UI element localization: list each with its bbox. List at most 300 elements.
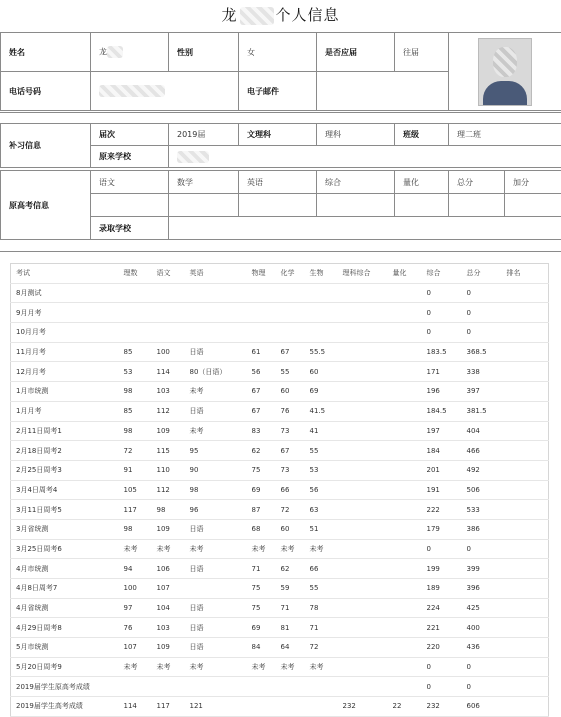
score-cell — [502, 342, 549, 362]
col-total: 总分 — [462, 264, 502, 284]
score-cell: 222 — [422, 500, 462, 520]
col-physics: 物理 — [247, 264, 276, 284]
score-cell: 83 — [247, 421, 276, 441]
score-cell: 196 — [422, 382, 462, 402]
subject-math: 数学 — [169, 171, 239, 194]
track-label: 文理科 — [239, 124, 317, 146]
redacted-phone-mask — [99, 85, 165, 97]
col-math: 理数 — [119, 264, 152, 284]
score-cell — [388, 382, 422, 402]
score-cell: 55.5 — [305, 342, 338, 362]
retake-info-table — [0, 123, 561, 168]
score-cell — [449, 194, 505, 217]
redacted-name-mask — [107, 46, 123, 58]
score-cell — [388, 598, 422, 618]
score-cell — [152, 677, 185, 697]
score-cell: 224 — [422, 598, 462, 618]
table-row — [11, 441, 549, 461]
score-cell — [305, 303, 338, 323]
col-rank: 排名 — [502, 264, 549, 284]
score-cell: 67 — [276, 441, 305, 461]
score-cell — [388, 519, 422, 539]
score-cell: 381.5 — [462, 401, 502, 421]
score-cell: 71 — [276, 598, 305, 618]
table-row — [11, 401, 549, 421]
score-cell — [338, 618, 388, 638]
table-row — [11, 657, 549, 677]
score-cell — [502, 362, 549, 382]
score-cell — [388, 460, 422, 480]
score-cell: 189 — [422, 579, 462, 599]
track-value: 理科 — [317, 124, 395, 146]
score-cell — [119, 677, 152, 697]
score-cell: 386 — [462, 519, 502, 539]
score-cell — [502, 480, 549, 500]
score-cell: 191 — [422, 480, 462, 500]
score-cell — [305, 677, 338, 697]
table-row — [11, 283, 549, 303]
score-cell: 73 — [276, 421, 305, 441]
score-cell: 533 — [462, 500, 502, 520]
score-cell: 107 — [152, 579, 185, 599]
score-cell: 53 — [305, 460, 338, 480]
score-cell: 未考 — [119, 657, 152, 677]
score-cell: 66 — [276, 480, 305, 500]
score-cell: 0 — [462, 657, 502, 677]
score-cell — [338, 362, 388, 382]
score-cell — [338, 598, 388, 618]
score-cell: 91 — [119, 460, 152, 480]
score-cell: 506 — [462, 480, 502, 500]
table-row — [11, 460, 549, 480]
score-cell — [305, 323, 338, 343]
score-cell: 56 — [305, 480, 338, 500]
score-cell: 404 — [462, 421, 502, 441]
col-chemistry: 化学 — [276, 264, 305, 284]
subject-total: 总分 — [449, 171, 505, 194]
score-cell — [388, 480, 422, 500]
score-cell: 197 — [422, 421, 462, 441]
score-cell: 66 — [305, 559, 338, 579]
score-cell: 69 — [305, 382, 338, 402]
score-cell: 396 — [462, 579, 502, 599]
score-cell — [388, 283, 422, 303]
score-cell: 日语 — [185, 559, 247, 579]
score-cell — [388, 657, 422, 677]
score-cell: 76 — [119, 618, 152, 638]
score-cell: 98 — [119, 421, 152, 441]
score-cell — [247, 697, 276, 717]
class-year-label: 届次 — [91, 124, 169, 146]
score-cell — [338, 657, 388, 677]
score-cell: 232 — [338, 697, 388, 717]
score-cell: 未考 — [185, 657, 247, 677]
exam-name-cell: 3月4日周考4 — [11, 480, 119, 500]
score-cell: 67 — [247, 401, 276, 421]
score-cell — [276, 303, 305, 323]
score-cell: 0 — [462, 677, 502, 697]
score-cell: 75 — [247, 598, 276, 618]
score-cell: 64 — [276, 638, 305, 658]
score-cell: 103 — [152, 382, 185, 402]
score-cell: 81 — [276, 618, 305, 638]
score-cell: 112 — [152, 401, 185, 421]
score-cell: 未考 — [276, 539, 305, 559]
score-cell — [91, 194, 169, 217]
score-cell: 51 — [305, 519, 338, 539]
score-cell: 201 — [422, 460, 462, 480]
exam-name-cell: 8月测试 — [11, 283, 119, 303]
score-cell: 0 — [422, 303, 462, 323]
score-cell — [338, 500, 388, 520]
score-cell: 104 — [152, 598, 185, 618]
exam-name-cell: 4月29日周考8 — [11, 618, 119, 638]
score-cell: 60 — [305, 362, 338, 382]
gender-label: 性别 — [169, 33, 239, 72]
score-cell: 75 — [247, 579, 276, 599]
table-row — [11, 480, 549, 500]
score-cell — [338, 559, 388, 579]
scores-header-row — [11, 264, 549, 284]
class-group-value: 理二班 — [449, 124, 561, 146]
score-cell — [338, 677, 388, 697]
gender-value: 女 — [239, 33, 317, 72]
score-cell — [338, 460, 388, 480]
table-row — [11, 382, 549, 402]
score-cell — [502, 500, 549, 520]
exam-name-cell: 10月月考 — [11, 323, 119, 343]
admit-school-value — [169, 217, 561, 240]
col-exam: 考试 — [11, 264, 119, 284]
score-cell — [119, 303, 152, 323]
title-name-prefix: 龙 — [221, 6, 237, 24]
score-cell: 60 — [276, 382, 305, 402]
email-value — [317, 72, 449, 111]
score-cell — [185, 283, 247, 303]
score-cell — [185, 579, 247, 599]
score-cell — [338, 401, 388, 421]
subject-chinese: 语文 — [91, 171, 169, 194]
score-cell: 未考 — [305, 657, 338, 677]
score-cell — [338, 323, 388, 343]
score-cell: 121 — [185, 697, 247, 717]
score-cell: 69 — [247, 480, 276, 500]
exam-name-cell: 5月20日周考9 — [11, 657, 119, 677]
exam-name-cell: 3月省统测 — [11, 519, 119, 539]
score-cell: 0 — [462, 323, 502, 343]
table-row — [11, 638, 549, 658]
student-photo — [478, 38, 532, 106]
name-value — [91, 33, 169, 72]
redacted-school-mask — [177, 151, 209, 163]
score-cell: 日语 — [185, 342, 247, 362]
score-cell — [152, 283, 185, 303]
score-cell: 106 — [152, 559, 185, 579]
score-cell — [388, 362, 422, 382]
section-divider — [0, 112, 561, 113]
table-row — [11, 539, 549, 559]
exam-name-cell: 4月省统测 — [11, 598, 119, 618]
score-cell: 606 — [462, 697, 502, 717]
score-cell: 0 — [422, 323, 462, 343]
score-cell: 日语 — [185, 618, 247, 638]
exam-name-cell: 11月月考 — [11, 342, 119, 362]
basic-info-table — [0, 32, 561, 111]
exam-name-cell: 1月月考 — [11, 401, 119, 421]
score-cell: 73 — [276, 460, 305, 480]
original-exam-table — [0, 170, 561, 240]
score-cell — [502, 460, 549, 480]
page-title — [0, 2, 561, 28]
phone-value — [91, 72, 239, 111]
table-row — [11, 559, 549, 579]
score-cell — [247, 303, 276, 323]
score-cell: 98 — [152, 500, 185, 520]
table-row — [11, 519, 549, 539]
score-cell — [152, 303, 185, 323]
exam-name-cell: 5月市统测 — [11, 638, 119, 658]
score-cell: 日语 — [185, 519, 247, 539]
score-cell: 41 — [305, 421, 338, 441]
score-cell: 199 — [422, 559, 462, 579]
score-cell — [338, 421, 388, 441]
score-cell: 41.5 — [305, 401, 338, 421]
exam-name-cell: 3月25日周考6 — [11, 539, 119, 559]
score-cell — [502, 638, 549, 658]
score-cell: 0 — [422, 539, 462, 559]
score-cell: 338 — [462, 362, 502, 382]
score-cell: 95 — [185, 441, 247, 461]
score-cell — [388, 539, 422, 559]
score-cell: 492 — [462, 460, 502, 480]
table-row — [11, 579, 549, 599]
score-cell: 未考 — [247, 657, 276, 677]
score-cell — [502, 441, 549, 461]
score-cell — [388, 441, 422, 461]
score-cell — [338, 638, 388, 658]
phone-label: 电话号码 — [1, 72, 91, 111]
exam-name-cell: 4月8日周考7 — [11, 579, 119, 599]
score-cell — [338, 539, 388, 559]
is-current-label: 是否应届 — [317, 33, 395, 72]
score-cell: 97 — [119, 598, 152, 618]
exam-name-cell: 1月市统测 — [11, 382, 119, 402]
score-cell: 未考 — [247, 539, 276, 559]
score-cell: 68 — [247, 519, 276, 539]
col-chinese: 语文 — [152, 264, 185, 284]
score-cell — [502, 677, 549, 697]
score-cell — [119, 283, 152, 303]
score-cell: 0 — [422, 283, 462, 303]
table-row — [11, 303, 549, 323]
exam-name-cell: 2月18日周考2 — [11, 441, 119, 461]
score-cell — [395, 194, 449, 217]
photo-cell — [449, 33, 561, 111]
score-cell: 100 — [119, 579, 152, 599]
score-cell: 67 — [247, 382, 276, 402]
exam-name-cell: 3月11日周考5 — [11, 500, 119, 520]
score-cell: 98 — [119, 519, 152, 539]
score-cell: 未考 — [185, 539, 247, 559]
score-cell: 0 — [462, 283, 502, 303]
score-cell: 179 — [422, 519, 462, 539]
score-cell: 日语 — [185, 598, 247, 618]
score-cell — [505, 194, 561, 217]
score-cell — [338, 579, 388, 599]
score-cell: 22 — [388, 697, 422, 717]
score-cell: 63 — [305, 500, 338, 520]
score-cell: 日语 — [185, 401, 247, 421]
col-biology: 生物 — [305, 264, 338, 284]
score-cell: 171 — [422, 362, 462, 382]
score-cell — [502, 618, 549, 638]
score-cell: 55 — [276, 362, 305, 382]
score-cell — [305, 283, 338, 303]
score-cell — [388, 342, 422, 362]
score-cell — [502, 382, 549, 402]
score-cell — [502, 559, 549, 579]
name-label: 姓名 — [1, 33, 91, 72]
score-cell — [185, 323, 247, 343]
score-cell — [338, 382, 388, 402]
score-cell: 未考 — [119, 539, 152, 559]
col-english: 英语 — [185, 264, 247, 284]
score-cell — [119, 323, 152, 343]
score-cell: 399 — [462, 559, 502, 579]
score-cell: 72 — [305, 638, 338, 658]
score-cell: 71 — [247, 559, 276, 579]
score-cell — [338, 441, 388, 461]
score-cell: 未考 — [152, 539, 185, 559]
score-cell: 80（日语） — [185, 362, 247, 382]
score-cell — [317, 194, 395, 217]
score-cell — [169, 194, 239, 217]
score-cell: 61 — [247, 342, 276, 362]
score-cell: 105 — [119, 480, 152, 500]
exam-scores-table — [10, 263, 549, 717]
score-cell — [502, 303, 549, 323]
subject-quantified: 量化 — [395, 171, 449, 194]
score-cell: 184.5 — [422, 401, 462, 421]
exam-name-cell: 4月市统测 — [11, 559, 119, 579]
score-cell: 103 — [152, 618, 185, 638]
score-cell — [502, 401, 549, 421]
title-suffix: 个人信息 — [276, 6, 340, 24]
score-cell: 0 — [422, 657, 462, 677]
score-cell: 368.5 — [462, 342, 502, 362]
table-row — [11, 598, 549, 618]
score-cell: 466 — [462, 441, 502, 461]
score-cell: 未考 — [185, 382, 247, 402]
score-cell — [338, 519, 388, 539]
score-cell — [239, 194, 317, 217]
score-cell: 62 — [247, 441, 276, 461]
score-cell: 53 — [119, 362, 152, 382]
table-row — [11, 697, 549, 717]
score-cell: 71 — [305, 618, 338, 638]
score-cell: 72 — [276, 500, 305, 520]
score-cell: 117 — [152, 697, 185, 717]
redacted-name-mask — [240, 7, 274, 25]
table-row — [11, 323, 549, 343]
score-cell: 94 — [119, 559, 152, 579]
score-cell: 425 — [462, 598, 502, 618]
score-cell: 232 — [422, 697, 462, 717]
score-cell: 109 — [152, 421, 185, 441]
score-cell — [247, 283, 276, 303]
score-cell: 114 — [152, 362, 185, 382]
score-cell: 98 — [119, 382, 152, 402]
score-cell: 436 — [462, 638, 502, 658]
score-cell: 98 — [185, 480, 247, 500]
subject-comprehensive: 综合 — [317, 171, 395, 194]
score-cell: 96 — [185, 500, 247, 520]
score-cell: 397 — [462, 382, 502, 402]
score-cell — [247, 323, 276, 343]
exam-name-cell: 2月11日周考1 — [11, 421, 119, 441]
exam-name-cell: 9月月考 — [11, 303, 119, 323]
score-cell: 未考 — [276, 657, 305, 677]
score-cell — [388, 401, 422, 421]
exam-name-cell: 12月月考 — [11, 362, 119, 382]
table-row — [11, 618, 549, 638]
score-cell — [502, 539, 549, 559]
score-cell — [502, 598, 549, 618]
score-cell: 56 — [247, 362, 276, 382]
col-science-comprehensive: 理科综合 — [338, 264, 388, 284]
exam-name-cell: 2019届学生原高考成绩 — [11, 677, 119, 697]
score-cell: 183.5 — [422, 342, 462, 362]
former-school-label: 原来学校 — [91, 146, 169, 168]
table-row — [11, 421, 549, 441]
score-cell — [185, 677, 247, 697]
table-row — [11, 500, 549, 520]
score-cell: 220 — [422, 638, 462, 658]
table-row — [11, 362, 549, 382]
retake-section-label: 补习信息 — [1, 124, 91, 168]
score-cell — [276, 697, 305, 717]
subject-bonus: 加分 — [505, 171, 561, 194]
score-cell: 未考 — [152, 657, 185, 677]
score-cell: 109 — [152, 519, 185, 539]
score-cell: 85 — [119, 342, 152, 362]
score-cell — [276, 283, 305, 303]
score-cell: 90 — [185, 460, 247, 480]
score-cell — [502, 697, 549, 717]
scores-body — [11, 283, 549, 716]
score-cell: 110 — [152, 460, 185, 480]
score-cell: 117 — [119, 500, 152, 520]
score-cell: 100 — [152, 342, 185, 362]
score-cell: 69 — [247, 618, 276, 638]
score-cell: 221 — [422, 618, 462, 638]
score-cell — [502, 283, 549, 303]
score-cell — [152, 323, 185, 343]
score-cell — [388, 421, 422, 441]
score-cell — [276, 677, 305, 697]
name-prefix: 龙 — [99, 48, 107, 57]
score-cell — [388, 323, 422, 343]
table-row — [11, 677, 549, 697]
exam-name-cell: 2月25日周考3 — [11, 460, 119, 480]
score-cell — [388, 579, 422, 599]
score-cell — [338, 480, 388, 500]
score-cell — [388, 500, 422, 520]
score-cell — [502, 421, 549, 441]
is-current-value: 往届 — [395, 33, 449, 72]
section-divider — [0, 251, 561, 252]
score-cell: 76 — [276, 401, 305, 421]
